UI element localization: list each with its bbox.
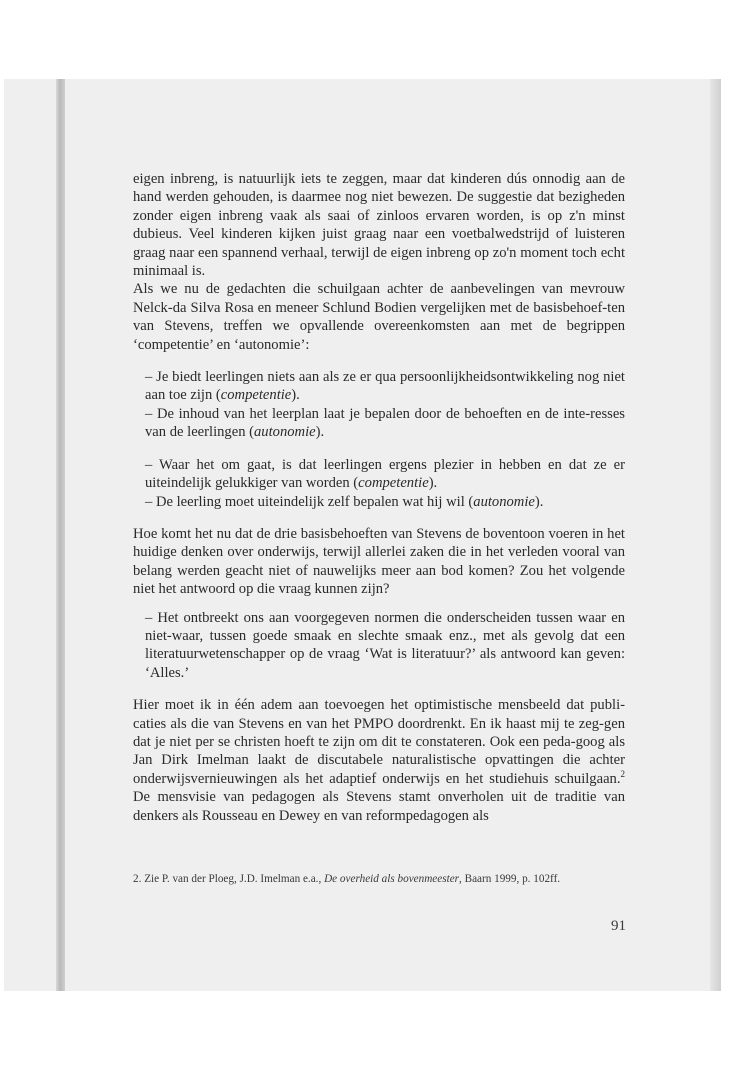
paragraph-4: Hier moet ik in één adem aan toevoegen het optimistische mensbeeld dat publi-caties als die van Stevens en van het PMPO doordrenkt. En ik haast mij te zeg-gen dat je niet per se christen hoeft te zijn om dit te constateren. Ook een peda-goog als Jan Dirk Imelman laakt de discutabele naturalistische opvattingen die achter onderwijsvernieuwingen als het adaptief onderwijs en het studiehuis schuilgaan.$^2$ De mensvisie van pedagogen als Stevens stamt onverholen uit de traditie van denkers als Rousseau en Dewey en van reformpedagogen als: [133, 697, 625, 824]
quote-item-5: – Het ontbreekt ons aan voorgegeven normen die onderscheiden tussen waar en niet-waar, tussen goede smaak en slechte smaak enz., met als gevolg dat een literatuurwetenschapper op de vraag ‘Wat is literatuur?’ als antwoord kan geven: ‘Alles.’: [145, 609, 625, 681]
body-text: [133, 170, 625, 825]
paragraph-3: Hoe komt het nu dat de drie basisbehoeften van Stevens de boventoon voeren in het huidige denken over onderwijs, terwijl allerlei zaken die in het verleden vooral van belang werden geacht niet of nauwelijks meer aan bod komen? Zou het volgende niet het antwoord op die vraag kunnen zijn?: [133, 525, 625, 598]
quote-item-1: – Je biedt leerlingen niets aan als ze er qua persoonlijkheidsontwikkeling nog niet aan toe zijn (competentie).: [145, 369, 625, 404]
paragraph-2: Als we nu de gedachten die schuilgaan achter de aanbevelingen van mevrouw Nelck-da Silva Rosa en meneer Schlund Bodien vergelijken met de basisbehoef-ten van Stevens, treffen we opvallende overeenkomsten aan met de begrippen ‘competentie’ en ‘autonomie’:: [133, 281, 625, 353]
quote-item-4: – De leerling moet uiteindelijk zelf bepalen wat hij wil (autonomie).: [145, 493, 544, 510]
quote-item-2: – De inhoud van het leerplan laat je bepalen door de behoeften en de inte-resses van de leerlingen (autonomie).: [145, 405, 625, 441]
page-number: 91: [611, 918, 626, 934]
footnote-marker[interactable]: 2: [620, 768, 625, 779]
footnote: 2. Zie P. van der Ploeg, J.D. Imelman e.a., De overheid als bovenmeester, Baarn 1999, p. 102ff.: [133, 873, 561, 885]
page-edge: [710, 79, 721, 991]
quote-item-3: – Waar het om gaat, is dat leerlingen ergens plezier in hebben en dat ze er uiteindelijk gelukkiger van worden (competentie).: [145, 456, 625, 492]
book-spine-shadow: [56, 79, 65, 991]
paragraph-1: eigen inbreng, is natuurlijk iets te zeggen, maar dat kinderen dús onnodig aan de hand werden gehouden, is daarmee nog niet bewezen. De suggestie dat bezigheden zonder eigen inbreng vaak als saai of zinloos ervaren worden, is op z'n minst dubieus. Veel kinderen kijken juist graag naar een voetbalwedstrijd of luisteren graag naar een spannend verhaal, terwijl de eigen inbreng op zo'n moment toch echt minimaal is.: [133, 171, 625, 280]
